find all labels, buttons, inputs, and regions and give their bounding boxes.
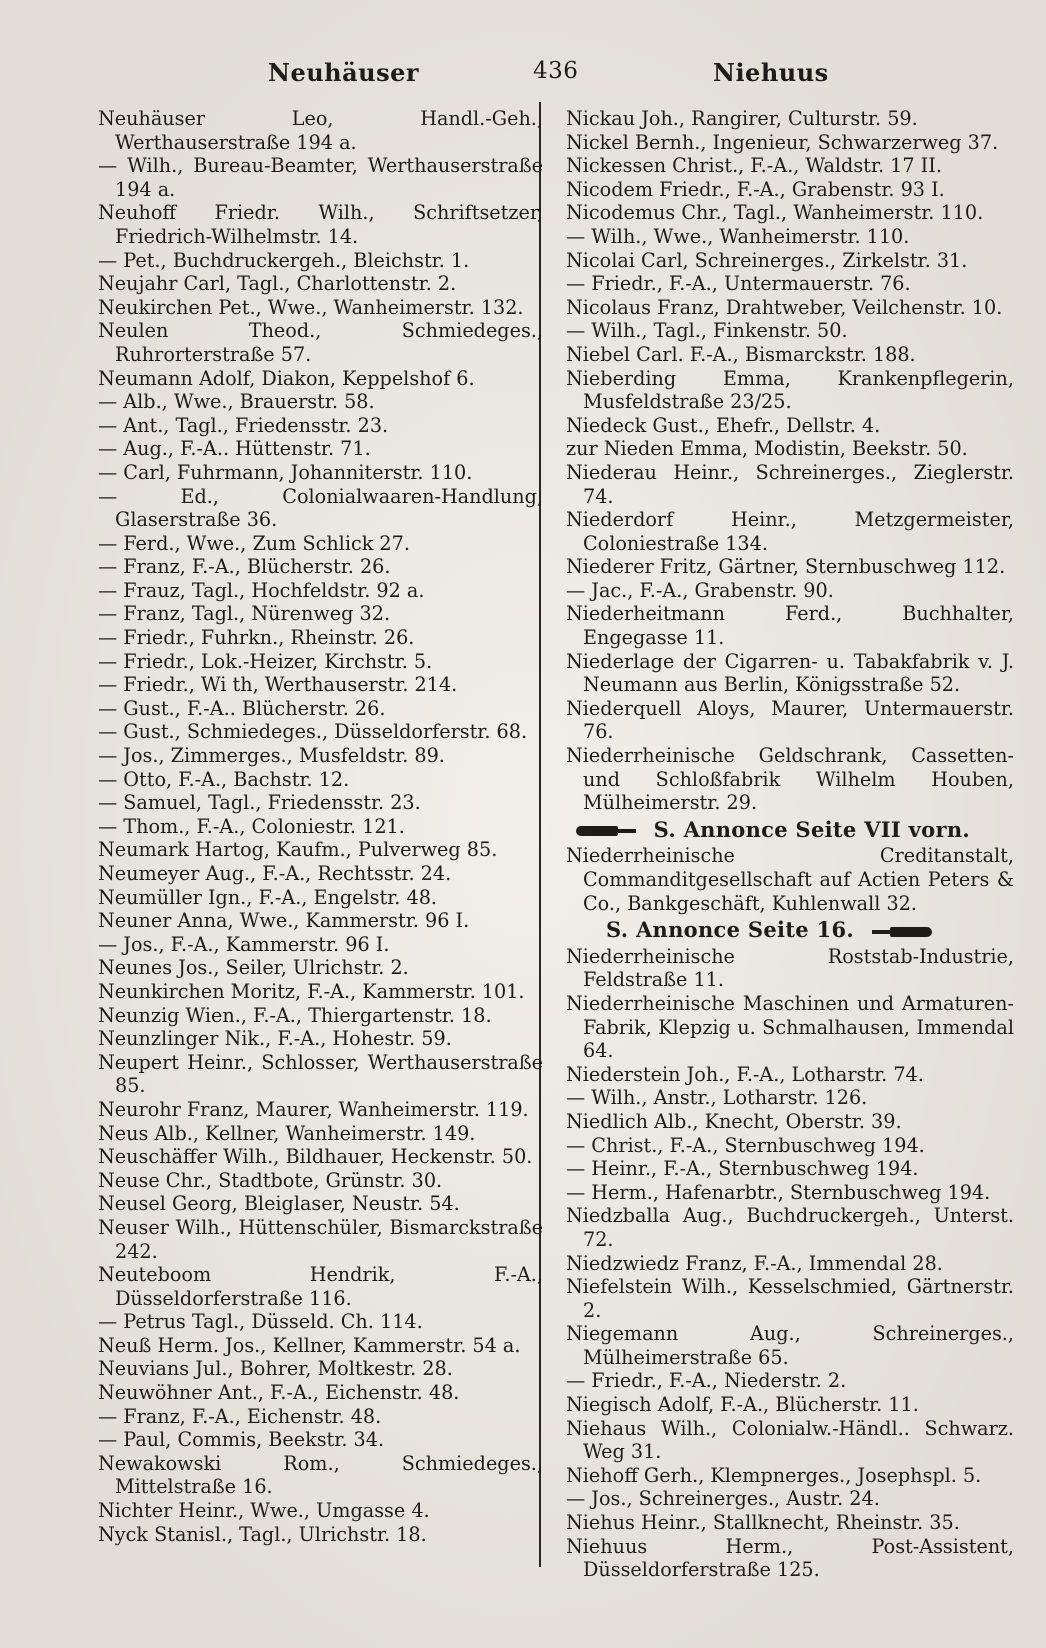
directory-entry: Niederrheinische Maschinen und Armaturen-Fabrik, Klepzig u. Schmalhausen, Immendal 64. [566, 991, 1014, 1063]
directory-entry: Neuhoff Friedr. Wilh., Schriftsetzer, Friedrich-Wilhelmstr. 14. [98, 201, 543, 248]
directory-entry: — Ant., Tagl., Friedensstr. 23. [98, 413, 389, 437]
directory-entry: Neulen Theod., Schmiedeges., Ruhrorterstraße 57. [98, 319, 543, 366]
pointing-hand-left-icon [872, 924, 932, 940]
directory-entry: Neujahr Carl, Tagl., Charlottenstr. 2. [98, 272, 457, 296]
directory-entry: Niederrheinische Roststab-Industrie, Feldstraße 11. [566, 944, 1014, 992]
directory-entry: Neumann Adolf, Diakon, Keppelshof 6. [98, 366, 475, 390]
directory-entry: Niederstein Joh., F.-A., Lotharstr. 74. [566, 1062, 924, 1086]
directory-entry: — Ferd., Wwe., Zum Schlick 27. [98, 531, 410, 555]
directory-entry: Neupert Heinr., Schlosser, Werthauserstraße 85. [98, 1050, 543, 1098]
right-column [566, 107, 1014, 1582]
directory-entry: Niederdorf Heinr., Metzgermeister, Coloniestraße 134. [566, 508, 1014, 555]
directory-entry: Nichter Heinr., Wwe., Umgasse 4. [98, 1499, 430, 1523]
directory-entry: — Heinr., F.-A., Sternbuschweg 194. [566, 1157, 919, 1181]
header-right-keyword: Niehuus [713, 58, 829, 87]
directory-entry: Neuteboom Hendrik, F.-A., Düsseldorferstraße 116. [98, 1263, 543, 1310]
directory-entry: Neunzig Wien., F.-A., Thiergartenstr. 18. [98, 1003, 492, 1027]
directory-entry: — Friedr., Wi th, Werthauserstr. 214. [98, 673, 458, 697]
directory-entry: Neuse Chr., Stadtbote, Grünstr. 30. [98, 1168, 443, 1192]
directory-entry: — Gust., F.-A.. Blücherstr. 26. [98, 696, 386, 720]
directory-entry: — Jos., Zimmerges., Musfeldstr. 89. [98, 744, 445, 768]
directory-entry: — Pet., Buchdruckergeh., Bleichstr. 1. [98, 248, 470, 272]
directory-entry: Niederrheinische Geldschrank, Cassetten- und Schloßfabrik Wilhelm Houben, Mülheimerstr. 29. [566, 744, 1014, 815]
directory-entry: — Jos., Schreinerges., Austr. 24. [566, 1487, 880, 1511]
announcement-2-text: S. Annonce Seite 16. [606, 917, 855, 943]
directory-entry: Neuhäuser Leo, Handl.-Geh., Werthauserstraße 194 a. [98, 107, 543, 154]
directory-entry: Niebel Carl. F.-A., Bismarckstr. 188. [566, 342, 916, 366]
directory-entry: Nieberding Emma, Krankenpflegerin, Musfeldstraße 23/25. [566, 366, 1014, 414]
directory-entry: Niedeck Gust., Ehefr., Dellstr. 4. [566, 413, 881, 437]
directory-entry: — Ed., Colonialwaaren-Handlung, Glaserstraße 36. [98, 484, 543, 532]
directory-entry: — Friedr., Lok.-Heizer, Kirchstr. 5. [98, 649, 433, 673]
directory-entry: — Frauz, Tagl., Hochfeldstr. 92 a. [98, 578, 425, 602]
directory-entry: Niefelstein Wilh., Kesselschmied, Gärtnerstr. 2. [566, 1275, 1014, 1322]
directory-entry: Neuschäffer Wilh., Bildhauer, Heckenstr. 50. [98, 1145, 533, 1169]
announcement-1-text: S. Annonce Seite VII vorn. [653, 816, 971, 842]
directory-entry: Niehuus Herm., Post-Assistent, Düsseldorferstraße 125. [566, 1534, 1014, 1582]
directory-entry: — Franz, F.-A., Blücherstr. 26. [98, 555, 391, 579]
directory-entry: Niegemann Aug., Schreinerges., Mülheimerstraße 65. [566, 1322, 1014, 1369]
directory-entry: Neumeyer Aug., F.-A., Rechtsstr. 24. [98, 862, 452, 885]
directory-entry: Nyck Stanisl., Tagl., Ulrichstr. 18. [98, 1522, 427, 1546]
pointing-hand-right-icon [576, 823, 636, 839]
directory-entry: Niegisch Adolf, F.-A., Blücherstr. 11. [566, 1393, 919, 1417]
directory-entry: Niedzballa Aug., Buchdruckergeh., Unterst. 72. [566, 1204, 1014, 1251]
directory-entry: Neusel Georg, Bleiglaser, Neustr. 54. [98, 1192, 460, 1216]
directory-entry: Niedlich Alb., Knecht, Oberstr. 39. [566, 1109, 902, 1133]
directory-entry: Nickau Joh., Rangirer, Culturstr. 59. [566, 107, 918, 130]
directory-entry: — Carl, Fuhrmann, Johanniterstr. 110. [98, 460, 473, 484]
directory-entry: — Aug., F.-A.. Hüttenstr. 71. [98, 437, 371, 461]
directory-entry: Niedzwiedz Franz, F.-A., Immendal 28. [566, 1251, 943, 1275]
directory-entry: — Paul, Commis, Beekstr. 34. [98, 1428, 385, 1452]
directory-entry: — Alb., Wwe., Brauerstr. 58. [98, 390, 375, 414]
directory-entry: Niederau Heinr., Schreinerges., Zieglerstr. 74. [566, 460, 1014, 508]
directory-entry: Neus Alb., Kellner, Wanheimerstr. 149. [98, 1121, 476, 1145]
directory-entry: — Franz, Tagl., Nürenweg 32. [98, 602, 391, 626]
directory-entry: Nickessen Christ., F.-A., Waldstr. 17 II. [566, 154, 942, 178]
directory-entry: Niederrheinische Creditanstalt, Commanditgesellschaft auf Actien Peters & Co., Bankgeschäft, Kuhlenwall 32. [566, 844, 1014, 915]
directory-entry: — Gust., Schmiedeges., Düsseldorferstr. 68. [98, 720, 528, 744]
directory-entry: Neuwöhner Ant., F.-A., Eichenstr. 48. [98, 1381, 460, 1405]
directory-entry: — Christ., F.-A., Sternbuschweg 194. [566, 1133, 925, 1157]
directory-entry: Neuvians Jul., Bohrer, Moltkestr. 28. [98, 1357, 453, 1381]
directory-entry: Niederer Fritz, Gärtner, Sternbuschweg 112. [566, 555, 1006, 579]
directory-entry: — Wilh., Bureau-Beamter, Werthauserstraße 194 a. [98, 154, 543, 201]
right-column-entries-c [566, 945, 1014, 1582]
directory-entry: — Samuel, Tagl., Friedensstr. 23. [98, 791, 421, 815]
page-header [0, 58, 1046, 98]
header-left-keyword: Neuhäuser [268, 58, 420, 87]
directory-entry: zur Nieden Emma, Modistin, Beekstr. 50. [566, 437, 968, 461]
directory-entry: — Petrus Tagl., Düsseld. Ch. 114. [98, 1310, 423, 1334]
left-column [98, 107, 543, 1546]
directory-entry: — Friedr., Fuhrkn., Rheinstr. 26. [98, 626, 415, 650]
directory-entry: — Jac., F.-A., Grabenstr. 90. [566, 578, 834, 602]
directory-entry: — Wilh., Anstr., Lotharstr. 126. [566, 1086, 868, 1110]
right-column-entries-a [566, 107, 1014, 815]
directory-entry: — Wilh., Tagl., Finkenstr. 50. [566, 319, 848, 343]
directory-entry: Nicodem Friedr., F.-A., Grabenstr. 93 I. [566, 177, 945, 201]
directory-entry: Niehoff Gerh., Klempnerges., Josephspl. 5. [566, 1463, 982, 1487]
directory-entry: Neunkirchen Moritz, F.-A., Kammerstr. 101. [98, 979, 525, 1003]
directory-entry: — Friedr., F.-A., Untermauerstr. 76. [566, 272, 911, 296]
directory-entry: Niehaus Wilh., Colonialw.-Händl.. Schwarz. Weg 31. [566, 1416, 1014, 1464]
directory-entry: Neukirchen Pet., Wwe., Wanheimerstr. 132. [98, 295, 524, 319]
directory-entry: Niehus Heinr., Stallknecht, Rheinstr. 35. [566, 1511, 960, 1535]
announcement-1 [566, 818, 1014, 842]
directory-entry: Newakowski Rom., Schmiedeges., Mittelstraße 16. [98, 1451, 543, 1499]
directory-entry: — Herm., Hafenarbtr., Sternbuschweg 194. [566, 1180, 991, 1204]
directory-entry: — Jos., F.-A., Kammerstr. 96 I. [98, 932, 390, 956]
directory-entry: — Thom., F.-A., Coloniestr. 121. [98, 814, 405, 838]
directory-entry: Neuser Wilh., Hüttenschüler, Bismarckstraße 242. [98, 1215, 543, 1263]
directory-entry: Neurohr Franz, Maurer, Wanheimerstr. 119. [98, 1097, 529, 1121]
directory-entry: Neumüller Ign., F.-A., Engelstr. 48. [98, 885, 438, 909]
directory-entry: Neunzlinger Nik., F.-A., Hohestr. 59. [98, 1027, 452, 1051]
directory-entry: Niederlage der Cigarren- u. Tabakfabrik v. J. Neumann aus Berlin, Königsstraße 52. [566, 649, 1014, 697]
directory-entry: Niederquell Aloys, Maurer, Untermauerstr. 76. [566, 696, 1014, 744]
directory-entry: Neuner Anna, Wwe., Kammerstr. 96 I. [98, 909, 470, 933]
announcement-2 [566, 918, 1014, 942]
page-number: 436 [533, 58, 579, 84]
directory-entry: Neunes Jos., Seiler, Ulrichstr. 2. [98, 956, 409, 980]
right-column-entries-b [566, 844, 1014, 915]
directory-entry: — Friedr., F.-A., Niederstr. 2. [566, 1369, 847, 1393]
directory-entry: — Wilh., Wwe., Wanheimerstr. 110. [566, 224, 910, 248]
directory-entry: Nickel Bernh., Ingenieur, Schwarzerweg 37. [566, 130, 999, 154]
directory-entry: Nicolaus Franz, Drahtweber, Veilchenstr. 10. [566, 295, 1003, 319]
directory-entry: — Franz, F.-A., Eichenstr. 48. [98, 1404, 382, 1428]
directory-entry: Nicolai Carl, Schreinerges., Zirkelstr. 31. [566, 248, 968, 272]
directory-entry: Niederheitmann Ferd., Buchhalter, Engegasse 11. [566, 602, 1014, 650]
directory-entry: — Otto, F.-A., Bachstr. 12. [98, 767, 350, 791]
directory-entry: Nicodemus Chr., Tagl., Wanheimerstr. 110. [566, 201, 984, 225]
directory-entry: Neuß Herm. Jos., Kellner, Kammerstr. 54 a. [98, 1333, 521, 1357]
directory-entry: Neumark Hartog, Kaufm., Pulverweg 85. [98, 838, 498, 862]
